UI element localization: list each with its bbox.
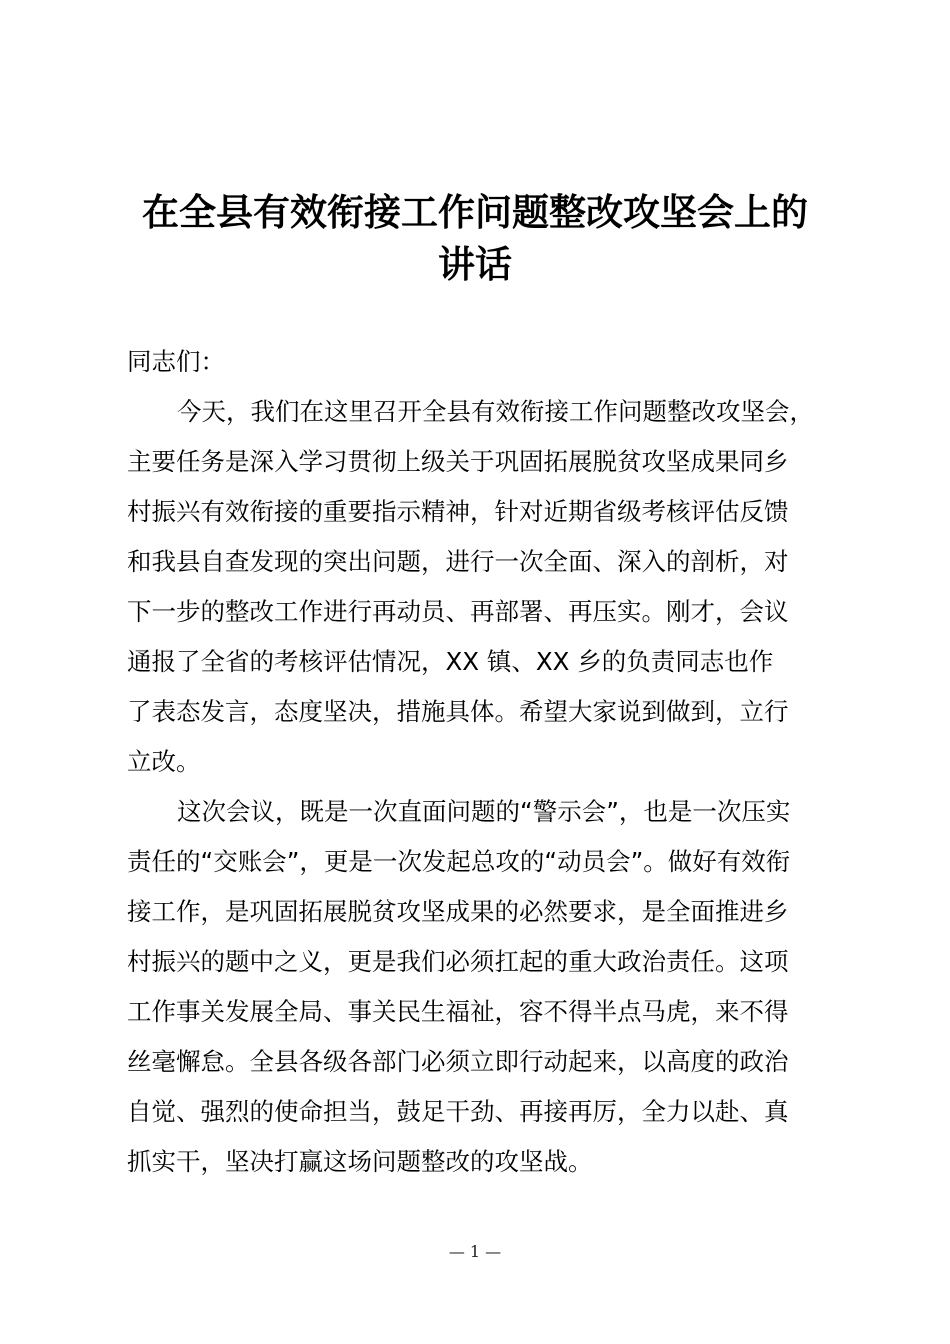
- text-line: 抓实干，坚决打赢这场问题整改的攻坚战。: [127, 1147, 593, 1176]
- title-line-1: 在全县有效衔接工作问题整改攻坚会上的: [142, 191, 808, 234]
- text-line: 工作事关发展全局、事关民生福祉，容不得半点马虎，来不得: [127, 997, 789, 1026]
- text-line: 今天，我们在这里召开全县有效衔接工作问题整改攻坚会，: [177, 397, 814, 426]
- text-line: 了表态发言，态度坚决，措施具体。希望大家说到做到，立行: [127, 697, 789, 726]
- salutation: 同志们：: [127, 347, 225, 376]
- text-line: 和我县自查发现的突出问题，进行一次全面、深入的剖析，对: [127, 547, 789, 576]
- text-line: 这次会议，既是一次直面问题的“警示会”，也是一次压实: [177, 797, 791, 826]
- text-line: 接工作，是巩固拓展脱贫攻坚成果的必然要求，是全面推进乡: [127, 897, 789, 926]
- text-line: 主要任务是深入学习贯彻上级关于巩固拓展脱贫攻坚成果同乡: [127, 447, 789, 476]
- text-line: 通报了全省的考核评估情况，XX 镇、XX 乡的负责同志也作: [127, 647, 774, 676]
- title-line-2: 讲话: [438, 243, 512, 286]
- text-line: 自觉、强烈的使命担当，鼓足干劲、再接再厉，全力以赴、真: [127, 1097, 789, 1126]
- text-line: 村振兴的题中之义，更是我们必须扛起的重大政治责任。这项: [127, 947, 789, 976]
- text-line: 村振兴有效衔接的重要指示精神，针对近期省级考核评估反馈: [127, 497, 789, 526]
- text-line: 丝毫懈怠。全县各级各部门必须立即行动起来，以高度的政治: [127, 1047, 789, 1076]
- page-number: — 1 —: [448, 1242, 502, 1261]
- text-line: 立改。: [127, 747, 201, 776]
- text-line: 下一步的整改工作进行再动员、再部署、再压实。刚才，会议: [127, 597, 789, 626]
- text-line: 责任的“交账会”，更是一次发起总攻的“动员会”。做好有效衔: [127, 847, 791, 876]
